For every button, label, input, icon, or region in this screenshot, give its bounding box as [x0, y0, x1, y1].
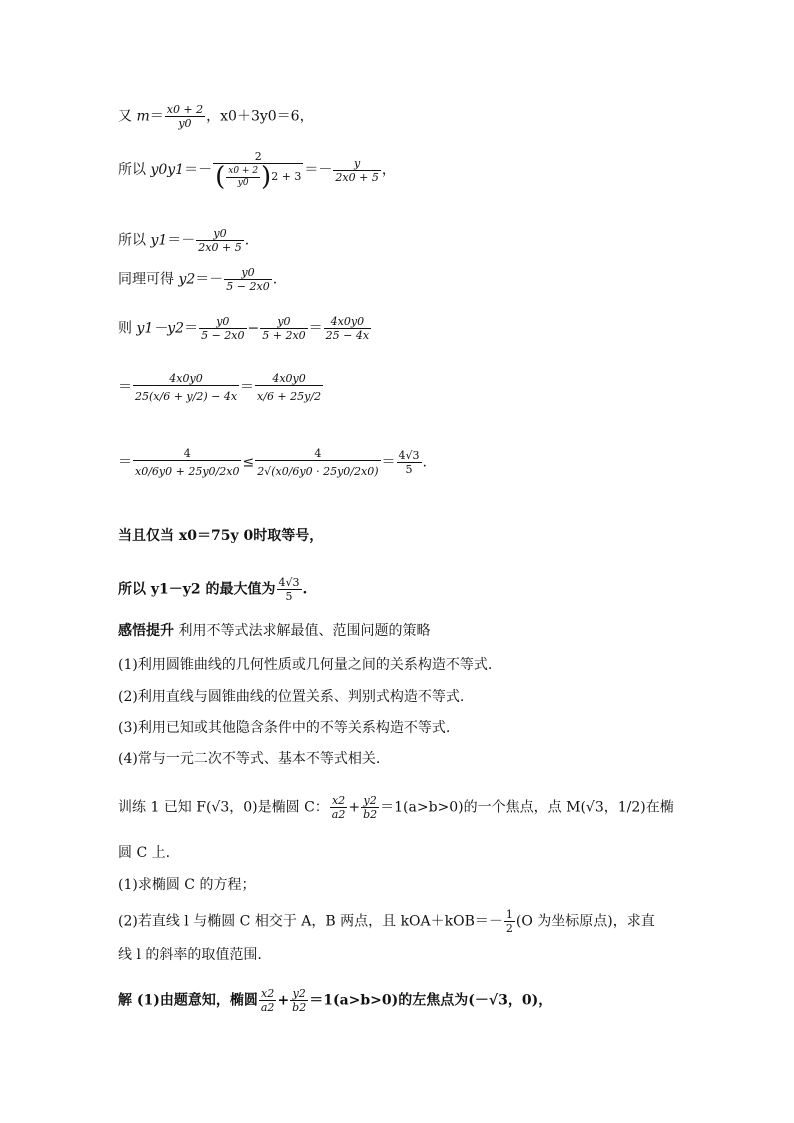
line-18: [118, 908, 655, 935]
equals: ＝: [149, 108, 164, 125]
var: y2: [178, 271, 196, 288]
point-coords: (√3，1/2): [580, 799, 646, 816]
text: 所以 y1－y2 的最大值为: [118, 581, 276, 598]
line-5: [118, 315, 372, 342]
equals: ＝: [118, 379, 132, 396]
line-15: [118, 794, 674, 821]
line-16: 圆 C 上.: [118, 845, 171, 861]
line-3: [118, 227, 249, 254]
line-9: [118, 576, 307, 603]
equals: ＝: [240, 379, 255, 396]
line-14: (4)常与一元二次不等式、基本不等式相关.: [118, 751, 381, 767]
equals: ＝－: [304, 162, 333, 178]
line-1: [118, 103, 314, 130]
line-20: [118, 987, 552, 1014]
var: y1－y2: [136, 320, 185, 337]
inner-fraction: $\frac{x0 + 2}{y0}$: [228, 165, 259, 188]
equals: ＝: [381, 454, 396, 471]
fraction: $\frac{x2}{a2}$: [331, 794, 346, 821]
text: (O 为坐标原点)，求直: [515, 913, 655, 930]
text: .: [422, 454, 427, 471]
leq: ≤: [242, 454, 255, 471]
text: ＝1(a>b>0)的左焦点为(－√3，0)，: [309, 992, 553, 1009]
fraction: $\frac{y2}{b2}$: [292, 987, 307, 1014]
equals: ＝: [118, 454, 132, 471]
equals: ＝: [308, 320, 323, 337]
var: y1: [150, 232, 168, 249]
text: 所以: [118, 232, 151, 249]
text: .: [302, 581, 308, 598]
fraction: $\frac{4√3}{5}$: [278, 576, 300, 603]
equals: ＝－: [184, 162, 213, 178]
fraction: $\frac{4}{2√(x0/6y0 \cdot 25y0/2x0)}$: [257, 447, 379, 478]
equals: ＝－: [167, 232, 196, 249]
text: 则: [118, 320, 137, 337]
fraction: $\frac{4x0y0}{25 - 4x}$: [325, 315, 370, 342]
var-m: m: [136, 108, 150, 125]
fraction: $\frac{y0}{2x0 + 5}$: [198, 227, 242, 254]
text: .: [244, 232, 250, 249]
minus: −: [247, 320, 260, 337]
fraction: $\frac{y0}{5 - 2x0}$: [201, 315, 245, 342]
text: 同理可得: [118, 271, 179, 288]
text: ＝1(a>b>0)的一个焦点，点 M: [380, 799, 581, 816]
text: 解 (1)由题意知，椭圆: [118, 992, 258, 1009]
line-2: [118, 150, 396, 190]
fraction: $\frac{4√3}{5}$: [398, 449, 420, 476]
fraction: $\frac{y}{2x0 + 5}$: [335, 156, 379, 184]
text: (2)若直线 l 与椭圆 C 相交于 A，B 两点，且 kOA＋kOB＝－: [118, 913, 503, 930]
text: 训练 1 已知 F(√3，0)是椭圆 C：: [118, 799, 329, 816]
line-6: [118, 372, 324, 403]
line-13: (3)利用已知或其他隐含条件中的不等关系构造不等式.: [118, 720, 451, 736]
text: 又: [118, 108, 137, 125]
line-4: [118, 266, 277, 293]
line-8: 当且仅当 x0＝75y 0时取等号，: [118, 528, 324, 544]
text: .: [272, 271, 278, 288]
fraction: $\frac{y0}{5 - 2x0}$: [226, 266, 270, 293]
text: ，: [381, 162, 396, 178]
text: ，x0＋3y0＝6，: [206, 108, 314, 125]
var: y0y1: [150, 162, 185, 178]
fraction: $\frac{4x0y0}{25(x/6 + y/2) - 4x}$: [135, 372, 238, 403]
text: 2 + 3: [271, 170, 302, 183]
plus: +: [277, 992, 290, 1009]
fraction: 2 ( $\frac{x0 + 2}{y0}$ )2 + 3: [215, 150, 302, 192]
line-11: (1)利用圆锥曲线的几何性质或几何量之间的关系构造不等式.: [118, 657, 493, 673]
section-heading: 感悟提升: [118, 623, 174, 639]
line-19: 线 l 的斜率的取值范围.: [118, 947, 262, 963]
fraction: $\frac{1}{2}$: [505, 908, 513, 935]
fraction: $\frac{x2}{a2}$: [260, 987, 275, 1014]
equals: ＝－: [195, 271, 224, 288]
line-10: [118, 622, 430, 640]
line-7: [118, 447, 427, 478]
fraction: $\frac{y0}{5 + 2x0}$: [262, 315, 306, 342]
fraction: $\frac{x0 + 2}{y0}$: [166, 103, 204, 130]
line-17: (1)求椭圆 C 的方程；: [118, 877, 256, 893]
line-12: (2)利用直线与圆锥曲线的位置关系、判别式构造不等式.: [118, 689, 465, 705]
fraction: $\frac{4}{x0/6y0 + 25y0/2x0}$: [135, 447, 240, 478]
text: 利用不等式法求解最值、范围问题的策略: [174, 623, 431, 639]
text: 所以: [118, 162, 151, 178]
fraction: $\frac{4x0y0}{x/6 + 25y/2}$: [257, 372, 322, 403]
plus: +: [348, 799, 361, 816]
text: 在椭: [645, 799, 674, 816]
equals: ＝: [184, 320, 199, 337]
fraction: $\frac{y2}{b2}$: [363, 794, 378, 821]
